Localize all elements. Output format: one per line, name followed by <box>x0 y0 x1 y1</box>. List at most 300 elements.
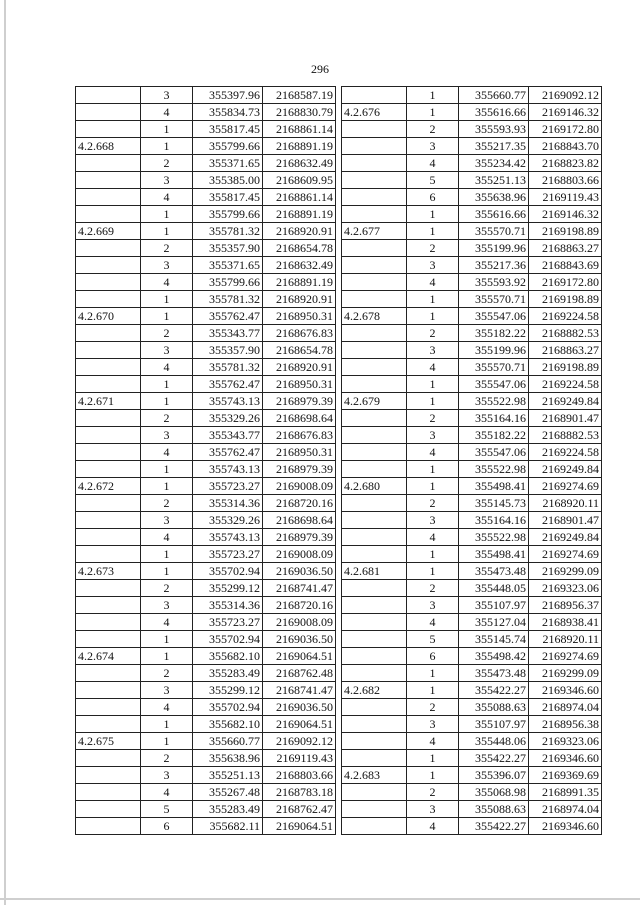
x-coordinate-cell: 355088.63 <box>459 801 529 818</box>
point-number-cell: 1 <box>407 308 459 325</box>
page-number: 296 <box>311 62 329 76</box>
y-coordinate-cell: 2169036.50 <box>263 631 336 648</box>
x-coordinate-cell: 355422.27 <box>459 750 529 767</box>
table-row <box>76 274 336 291</box>
table-row <box>342 631 602 648</box>
y-coordinate-cell: 2168882.53 <box>529 325 602 342</box>
x-coordinate-cell: 355343.77 <box>193 325 263 342</box>
y-coordinate-cell: 2168676.83 <box>263 325 336 342</box>
x-coordinate-cell: 355448.05 <box>459 580 529 597</box>
point-number-cell: 1 <box>407 291 459 308</box>
x-coordinate-cell: 355702.94 <box>193 563 263 580</box>
point-number-cell: 1 <box>407 546 459 563</box>
point-number-cell: 3 <box>407 427 459 444</box>
point-number-cell: 2 <box>141 155 193 172</box>
y-coordinate-cell: 2169008.09 <box>263 546 336 563</box>
table-row <box>342 597 602 614</box>
parcel-id-cell <box>76 682 141 699</box>
y-coordinate-cell: 2169008.09 <box>263 478 336 495</box>
table-row <box>342 410 602 427</box>
parcel-id-cell <box>76 750 141 767</box>
point-number-cell: 1 <box>407 206 459 223</box>
x-coordinate-cell: 355498.42 <box>459 648 529 665</box>
table-row <box>342 495 602 512</box>
parcel-id-cell <box>76 257 141 274</box>
point-number-cell: 1 <box>407 223 459 240</box>
point-number-cell: 5 <box>407 172 459 189</box>
point-number-cell: 3 <box>141 682 193 699</box>
x-coordinate-cell: 355234.42 <box>459 155 529 172</box>
x-coordinate-cell: 355088.63 <box>459 699 529 716</box>
parcel-id-cell <box>76 461 141 478</box>
table-row <box>342 240 602 257</box>
y-coordinate-cell: 2169299.09 <box>529 665 602 682</box>
point-number-cell: 4 <box>407 818 459 835</box>
y-coordinate-cell: 2169224.58 <box>529 376 602 393</box>
table-row <box>342 461 602 478</box>
table-row <box>342 325 602 342</box>
point-number-cell: 1 <box>407 563 459 580</box>
parcel-id-cell <box>76 87 141 104</box>
x-coordinate-cell: 355357.90 <box>193 342 263 359</box>
y-coordinate-cell: 2168974.04 <box>529 699 602 716</box>
x-coordinate-cell: 355702.94 <box>193 699 263 716</box>
x-coordinate-cell: 355314.36 <box>193 597 263 614</box>
x-coordinate-cell: 355547.06 <box>459 444 529 461</box>
table-row <box>342 223 602 240</box>
table-row <box>76 223 336 240</box>
table-row <box>76 240 336 257</box>
x-coordinate-cell: 355762.47 <box>193 444 263 461</box>
x-coordinate-cell: 355799.66 <box>193 138 263 155</box>
x-coordinate-cell: 355723.27 <box>193 614 263 631</box>
table-row <box>76 376 336 393</box>
parcel-id-cell <box>342 495 407 512</box>
x-coordinate-cell: 355299.12 <box>193 580 263 597</box>
coordinates-table-right <box>341 86 602 835</box>
x-coordinate-cell: 355422.27 <box>459 818 529 835</box>
parcel-id-cell <box>342 410 407 427</box>
table-row <box>76 716 336 733</box>
point-number-cell: 3 <box>141 767 193 784</box>
x-coordinate-cell: 355498.41 <box>459 478 529 495</box>
table-row <box>342 716 602 733</box>
parcel-id-cell <box>76 784 141 801</box>
y-coordinate-cell: 2169249.84 <box>529 461 602 478</box>
point-number-cell: 3 <box>141 257 193 274</box>
parcel-id-cell: 4.2.676 <box>342 104 407 121</box>
parcel-id-cell <box>76 699 141 716</box>
x-coordinate-cell: 355799.66 <box>193 274 263 291</box>
x-coordinate-cell: 355107.97 <box>459 716 529 733</box>
point-number-cell: 3 <box>141 342 193 359</box>
y-coordinate-cell: 2168632.49 <box>263 155 336 172</box>
y-coordinate-cell: 2168803.66 <box>263 767 336 784</box>
table-row <box>76 325 336 342</box>
table-row <box>342 682 602 699</box>
point-number-cell: 2 <box>407 121 459 138</box>
x-coordinate-cell: 355743.13 <box>193 529 263 546</box>
table-row <box>342 614 602 631</box>
table-row <box>76 614 336 631</box>
point-number-cell: 3 <box>407 801 459 818</box>
x-coordinate-cell: 355397.96 <box>193 87 263 104</box>
x-coordinate-cell: 355473.48 <box>459 563 529 580</box>
y-coordinate-cell: 2168891.19 <box>263 274 336 291</box>
x-coordinate-cell: 355522.98 <box>459 461 529 478</box>
table-row <box>76 563 336 580</box>
point-number-cell: 3 <box>141 597 193 614</box>
parcel-id-cell <box>76 580 141 597</box>
point-number-cell: 4 <box>407 529 459 546</box>
table-row <box>342 648 602 665</box>
x-coordinate-cell: 355199.96 <box>459 342 529 359</box>
x-coordinate-cell: 355781.32 <box>193 291 263 308</box>
point-number-cell: 6 <box>407 189 459 206</box>
y-coordinate-cell: 2168803.66 <box>529 172 602 189</box>
point-number-cell: 3 <box>407 342 459 359</box>
point-number-cell: 3 <box>141 512 193 529</box>
x-coordinate-cell: 355522.98 <box>459 393 529 410</box>
table-row <box>76 342 336 359</box>
point-number-cell: 1 <box>141 631 193 648</box>
parcel-id-cell: 4.2.678 <box>342 308 407 325</box>
y-coordinate-cell: 2168901.47 <box>529 410 602 427</box>
y-coordinate-cell: 2169146.32 <box>529 104 602 121</box>
parcel-id-cell <box>342 172 407 189</box>
point-number-cell: 3 <box>141 427 193 444</box>
parcel-id-cell <box>342 240 407 257</box>
y-coordinate-cell: 2168920.91 <box>263 223 336 240</box>
y-coordinate-cell: 2169274.69 <box>529 648 602 665</box>
x-coordinate-cell: 355385.00 <box>193 172 263 189</box>
point-number-cell: 1 <box>407 750 459 767</box>
x-coordinate-cell: 355473.48 <box>459 665 529 682</box>
parcel-id-cell <box>342 257 407 274</box>
y-coordinate-cell: 2168823.82 <box>529 155 602 172</box>
point-number-cell: 1 <box>141 138 193 155</box>
point-number-cell: 1 <box>407 665 459 682</box>
parcel-id-cell: 4.2.680 <box>342 478 407 495</box>
point-number-cell: 1 <box>141 733 193 750</box>
table-row <box>342 342 602 359</box>
x-coordinate-cell: 355343.77 <box>193 427 263 444</box>
x-coordinate-cell: 355371.65 <box>193 257 263 274</box>
table-row <box>76 393 336 410</box>
parcel-id-cell <box>76 444 141 461</box>
table-row <box>76 767 336 784</box>
table-row <box>342 801 602 818</box>
table-row <box>342 172 602 189</box>
y-coordinate-cell: 2168979.39 <box>263 529 336 546</box>
x-coordinate-cell: 355314.36 <box>193 495 263 512</box>
point-number-cell: 1 <box>407 104 459 121</box>
y-coordinate-cell: 2169092.12 <box>529 87 602 104</box>
x-coordinate-cell: 355817.45 <box>193 121 263 138</box>
x-coordinate-cell: 355357.90 <box>193 240 263 257</box>
x-coordinate-cell: 355299.12 <box>193 682 263 699</box>
point-number-cell: 2 <box>141 750 193 767</box>
y-coordinate-cell: 2168950.31 <box>263 444 336 461</box>
y-coordinate-cell: 2169299.09 <box>529 563 602 580</box>
y-coordinate-cell: 2168974.04 <box>529 801 602 818</box>
point-number-cell: 1 <box>407 461 459 478</box>
table-row <box>342 206 602 223</box>
table-row <box>342 87 602 104</box>
point-number-cell: 4 <box>141 359 193 376</box>
y-coordinate-cell: 2168830.79 <box>263 104 336 121</box>
parcel-id-cell <box>76 172 141 189</box>
table-row <box>342 529 602 546</box>
y-coordinate-cell: 2169249.84 <box>529 529 602 546</box>
x-coordinate-cell: 355371.65 <box>193 155 263 172</box>
table-row <box>342 478 602 495</box>
parcel-id-cell <box>342 376 407 393</box>
point-number-cell: 1 <box>141 223 193 240</box>
table-row <box>76 597 336 614</box>
parcel-id-cell <box>342 461 407 478</box>
point-number-cell: 1 <box>407 393 459 410</box>
point-number-cell: 2 <box>141 410 193 427</box>
parcel-id-cell: 4.2.671 <box>76 393 141 410</box>
table-row <box>342 818 602 835</box>
x-coordinate-cell: 355781.32 <box>193 223 263 240</box>
y-coordinate-cell: 2169172.80 <box>529 121 602 138</box>
point-number-cell: 1 <box>407 87 459 104</box>
parcel-id-cell <box>76 359 141 376</box>
parcel-id-cell <box>76 155 141 172</box>
x-coordinate-cell: 355283.49 <box>193 665 263 682</box>
table-row <box>342 376 602 393</box>
table-row <box>76 818 336 835</box>
y-coordinate-cell: 2169036.50 <box>263 699 336 716</box>
point-number-cell: 3 <box>407 257 459 274</box>
parcel-id-cell <box>342 342 407 359</box>
parcel-id-cell <box>76 512 141 529</box>
x-coordinate-cell: 355638.96 <box>459 189 529 206</box>
point-number-cell: 1 <box>407 376 459 393</box>
parcel-id-cell <box>342 87 407 104</box>
point-number-cell: 3 <box>407 138 459 155</box>
point-number-cell: 5 <box>407 631 459 648</box>
x-coordinate-cell: 355217.36 <box>459 257 529 274</box>
parcel-id-cell <box>342 427 407 444</box>
x-coordinate-cell: 355593.92 <box>459 274 529 291</box>
x-coordinate-cell: 355638.96 <box>193 750 263 767</box>
x-coordinate-cell: 355448.06 <box>459 733 529 750</box>
parcel-id-cell <box>342 189 407 206</box>
x-coordinate-cell: 355570.71 <box>459 223 529 240</box>
x-coordinate-cell: 355593.93 <box>459 121 529 138</box>
point-number-cell: 4 <box>407 274 459 291</box>
parcel-id-cell <box>342 138 407 155</box>
point-number-cell: 2 <box>141 580 193 597</box>
x-coordinate-cell: 355329.26 <box>193 512 263 529</box>
x-coordinate-cell: 355799.66 <box>193 206 263 223</box>
x-coordinate-cell: 355522.98 <box>459 529 529 546</box>
parcel-id-cell <box>76 342 141 359</box>
y-coordinate-cell: 2168950.31 <box>263 376 336 393</box>
x-coordinate-cell: 355762.47 <box>193 308 263 325</box>
parcel-id-cell <box>76 631 141 648</box>
parcel-id-cell <box>342 274 407 291</box>
x-coordinate-cell: 355682.10 <box>193 716 263 733</box>
x-coordinate-cell: 355145.74 <box>459 631 529 648</box>
table-row <box>342 393 602 410</box>
table-row <box>342 784 602 801</box>
table-row <box>342 138 602 155</box>
y-coordinate-cell: 2169323.06 <box>529 733 602 750</box>
y-coordinate-cell: 2168979.39 <box>263 461 336 478</box>
x-coordinate-cell: 355396.07 <box>459 767 529 784</box>
y-coordinate-cell: 2168587.19 <box>263 87 336 104</box>
table-row <box>76 665 336 682</box>
point-number-cell: 4 <box>141 784 193 801</box>
y-coordinate-cell: 2168861.14 <box>263 189 336 206</box>
parcel-id-cell <box>342 546 407 563</box>
y-coordinate-cell: 2169119.43 <box>263 750 336 767</box>
point-number-cell: 2 <box>141 495 193 512</box>
x-coordinate-cell: 355660.77 <box>193 733 263 750</box>
parcel-id-cell <box>342 750 407 767</box>
table-row <box>76 699 336 716</box>
parcel-id-cell <box>342 631 407 648</box>
x-coordinate-cell: 355199.96 <box>459 240 529 257</box>
table-row <box>342 750 602 767</box>
point-number-cell: 2 <box>407 784 459 801</box>
parcel-id-cell <box>342 699 407 716</box>
parcel-id-cell <box>342 444 407 461</box>
parcel-id-cell: 4.2.670 <box>76 308 141 325</box>
y-coordinate-cell: 2168956.37 <box>529 597 602 614</box>
parcel-id-cell: 4.2.675 <box>76 733 141 750</box>
point-number-cell: 5 <box>141 801 193 818</box>
point-number-cell: 2 <box>141 665 193 682</box>
x-coordinate-cell: 355781.32 <box>193 359 263 376</box>
x-coordinate-cell: 355547.06 <box>459 308 529 325</box>
scan-edge-bottom <box>0 898 640 900</box>
x-coordinate-cell: 355145.73 <box>459 495 529 512</box>
x-coordinate-cell: 355817.45 <box>193 189 263 206</box>
table-row <box>76 427 336 444</box>
point-number-cell: 1 <box>141 461 193 478</box>
parcel-id-cell: 4.2.681 <box>342 563 407 580</box>
parcel-id-cell <box>342 580 407 597</box>
y-coordinate-cell: 2169198.89 <box>529 359 602 376</box>
table-row <box>76 87 336 104</box>
point-number-cell: 2 <box>407 410 459 427</box>
point-number-cell: 1 <box>141 563 193 580</box>
table-row <box>76 495 336 512</box>
y-coordinate-cell: 2168861.14 <box>263 121 336 138</box>
parcel-id-cell <box>342 733 407 750</box>
parcel-id-cell <box>76 495 141 512</box>
y-coordinate-cell: 2169274.69 <box>529 478 602 495</box>
y-coordinate-cell: 2168863.27 <box>529 342 602 359</box>
point-number-cell: 2 <box>141 325 193 342</box>
table-row <box>342 580 602 597</box>
point-number-cell: 1 <box>141 376 193 393</box>
table-row <box>342 427 602 444</box>
table-row <box>342 444 602 461</box>
point-number-cell: 1 <box>141 648 193 665</box>
x-coordinate-cell: 355329.26 <box>193 410 263 427</box>
point-number-cell: 4 <box>407 359 459 376</box>
table-row <box>76 546 336 563</box>
parcel-id-cell: 4.2.674 <box>76 648 141 665</box>
parcel-id-cell <box>342 614 407 631</box>
point-number-cell: 4 <box>141 529 193 546</box>
table-row <box>342 359 602 376</box>
table-row <box>76 461 336 478</box>
point-number-cell: 4 <box>141 614 193 631</box>
x-coordinate-cell: 355182.22 <box>459 325 529 342</box>
y-coordinate-cell: 2169224.58 <box>529 444 602 461</box>
x-coordinate-cell: 355498.41 <box>459 546 529 563</box>
parcel-id-cell <box>76 206 141 223</box>
table-row <box>76 189 336 206</box>
table-row <box>76 410 336 427</box>
table-row <box>342 121 602 138</box>
x-coordinate-cell: 355570.71 <box>459 291 529 308</box>
point-number-cell: 2 <box>407 240 459 257</box>
point-number-cell: 4 <box>141 189 193 206</box>
parcel-id-cell <box>342 155 407 172</box>
y-coordinate-cell: 2168741.47 <box>263 580 336 597</box>
x-coordinate-cell: 355682.10 <box>193 648 263 665</box>
parcel-id-cell <box>76 614 141 631</box>
y-coordinate-cell: 2169119.43 <box>529 189 602 206</box>
y-coordinate-cell: 2169172.80 <box>529 274 602 291</box>
parcel-id-cell: 4.2.668 <box>76 138 141 155</box>
scan-edge-left <box>4 0 6 905</box>
x-coordinate-cell: 355743.13 <box>193 393 263 410</box>
table-row <box>76 206 336 223</box>
table-row <box>342 189 602 206</box>
table-row <box>76 444 336 461</box>
point-number-cell: 3 <box>407 512 459 529</box>
y-coordinate-cell: 2168920.11 <box>529 631 602 648</box>
y-coordinate-cell: 2168920.91 <box>263 359 336 376</box>
parcel-id-cell <box>76 767 141 784</box>
point-number-cell: 2 <box>407 495 459 512</box>
y-coordinate-cell: 2168843.69 <box>529 257 602 274</box>
table-row <box>76 308 336 325</box>
x-coordinate-cell: 355616.66 <box>459 104 529 121</box>
parcel-id-cell <box>342 648 407 665</box>
y-coordinate-cell: 2168843.70 <box>529 138 602 155</box>
table-row <box>76 104 336 121</box>
y-coordinate-cell: 2169346.60 <box>529 750 602 767</box>
parcel-id-cell <box>76 325 141 342</box>
parcel-id-cell <box>342 512 407 529</box>
y-coordinate-cell: 2168654.78 <box>263 342 336 359</box>
table-row <box>76 529 336 546</box>
table-row <box>342 563 602 580</box>
y-coordinate-cell: 2168654.78 <box>263 240 336 257</box>
point-number-cell: 1 <box>141 478 193 495</box>
x-coordinate-cell: 355660.77 <box>459 87 529 104</box>
y-coordinate-cell: 2168783.18 <box>263 784 336 801</box>
y-coordinate-cell: 2169064.51 <box>263 818 336 835</box>
point-number-cell: 1 <box>141 546 193 563</box>
parcel-id-cell <box>76 818 141 835</box>
table-row <box>342 546 602 563</box>
y-coordinate-cell: 2168720.16 <box>263 495 336 512</box>
table-row <box>342 733 602 750</box>
parcel-id-cell <box>76 716 141 733</box>
x-coordinate-cell: 355283.49 <box>193 801 263 818</box>
